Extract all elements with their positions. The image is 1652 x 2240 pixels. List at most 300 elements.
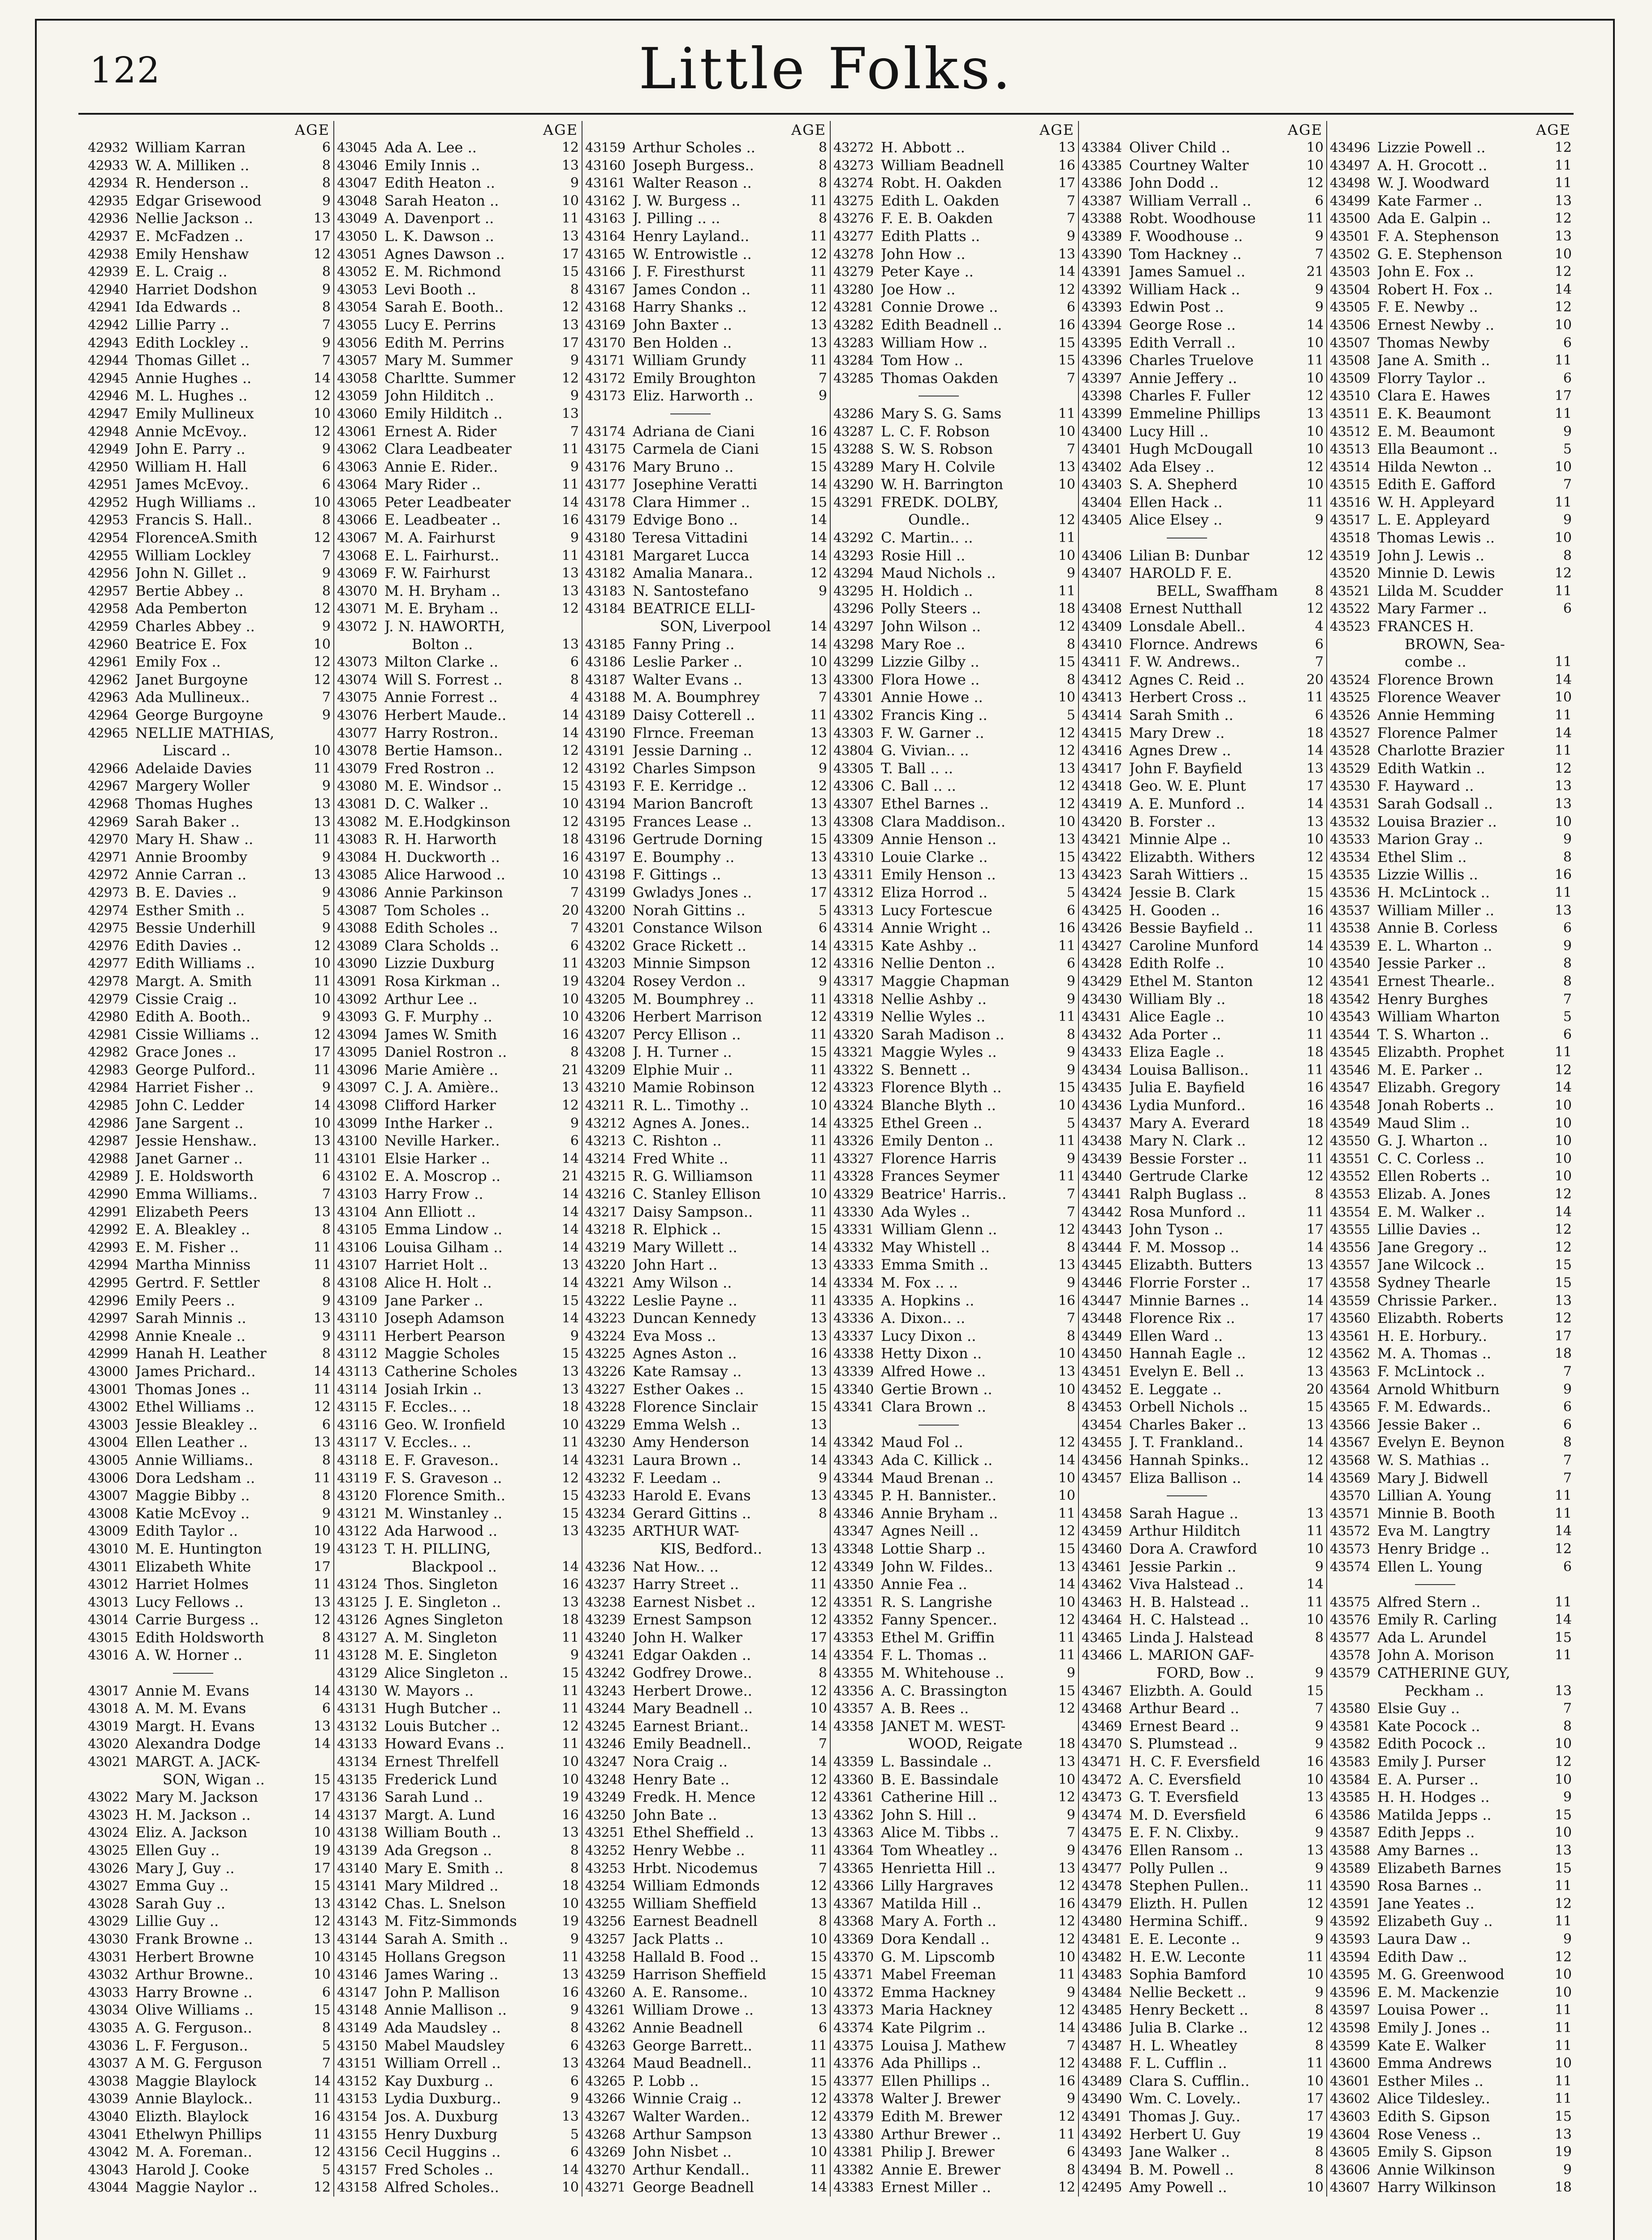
list-entry bbox=[1330, 724, 1572, 742]
entry-age: 8 bbox=[1315, 2002, 1324, 2018]
entry-name: F. M. Edwards.. bbox=[1377, 1398, 1491, 1416]
entry-age: 5 bbox=[322, 902, 331, 918]
entry-number: 43264 bbox=[585, 2055, 625, 2071]
list-entry bbox=[88, 1735, 331, 1753]
entry-number: 43420 bbox=[1082, 814, 1122, 829]
entry-number: 43032 bbox=[88, 1967, 128, 1982]
entry-name: Beatrice E. Fox bbox=[135, 635, 247, 653]
entry-name: E. M. Beaumont bbox=[1377, 422, 1495, 440]
entry-number: 43047 bbox=[337, 175, 377, 191]
list-entry bbox=[1330, 1842, 1572, 1860]
entry-number: 43389 bbox=[1082, 228, 1122, 244]
entry-name: G. F. Murphy .. bbox=[384, 1008, 492, 1025]
entry-number: 43586 bbox=[1330, 1807, 1370, 1822]
entry-name: Louisa Gilham .. bbox=[384, 1238, 503, 1256]
list-entry bbox=[337, 494, 579, 512]
section-divider bbox=[585, 405, 827, 423]
entry-name: Hrbt. Nicodemus bbox=[633, 1859, 758, 1877]
entry-age: 12 bbox=[313, 938, 331, 954]
entry-name: Neville Harker.. bbox=[384, 1132, 500, 1150]
list-entry bbox=[1330, 316, 1572, 334]
list-entry bbox=[833, 139, 1075, 157]
entry-name: Henry Bate .. bbox=[633, 1770, 729, 1788]
entry-name: B. E. Bassindale bbox=[881, 1770, 999, 1788]
list-entry bbox=[585, 795, 827, 813]
list-entry bbox=[88, 1522, 331, 1540]
entry-name: Arthur Lee .. bbox=[384, 990, 478, 1008]
entry-name: John W. Fildes.. bbox=[881, 1558, 993, 1575]
entry-number: 43021 bbox=[88, 1754, 128, 1770]
entry-age: 17 bbox=[810, 884, 827, 900]
list-entry bbox=[88, 1966, 331, 1984]
entry-number: 43025 bbox=[88, 1843, 128, 1858]
entry-age: 8 bbox=[570, 1044, 579, 1060]
list-entry bbox=[585, 157, 827, 175]
entry-name: Duncan Kennedy bbox=[633, 1310, 756, 1327]
entry-age: 13 bbox=[1306, 1363, 1324, 1379]
entry-number: 42940 bbox=[88, 281, 128, 297]
entry-age: 11 bbox=[1058, 1133, 1075, 1149]
list-entry bbox=[585, 263, 827, 281]
entry-age: 6 bbox=[1563, 1417, 1572, 1433]
entry-number: 43525 bbox=[1330, 689, 1370, 705]
entry-name: Edith Holdsworth bbox=[135, 1628, 264, 1646]
entry-number: 43483 bbox=[1082, 1967, 1122, 1982]
entry-name: H. Holdich .. bbox=[881, 582, 973, 599]
entry-number: 43398 bbox=[1082, 388, 1122, 404]
entry-number: 43033 bbox=[88, 1984, 128, 2000]
entry-age: 6 bbox=[1315, 707, 1324, 723]
entry-name: Ellen Phillips .. bbox=[881, 2072, 991, 2089]
entry-age: 5 bbox=[1066, 884, 1075, 900]
entry-name: F. L. Cufflin .. bbox=[1129, 2055, 1227, 2072]
entry-age: 10 bbox=[1554, 1150, 1572, 1167]
entry-name: Stephen Pullen.. bbox=[1129, 1877, 1249, 1895]
list-entry bbox=[337, 1256, 579, 1274]
entry-number: 43136 bbox=[337, 1789, 377, 1805]
entry-name: Marion Bancroft bbox=[633, 795, 753, 812]
entry-name: Robert H. Fox .. bbox=[1377, 280, 1493, 298]
entry-number: 42946 bbox=[88, 388, 128, 404]
list-entry bbox=[337, 1221, 579, 1239]
entry-name: A. W. Horner .. bbox=[135, 1646, 242, 1664]
entry-number: 43256 bbox=[585, 1913, 625, 1929]
entry-number: 43314 bbox=[833, 920, 874, 936]
entry-name: Hugh Butcher .. bbox=[384, 1700, 501, 1717]
list-entry bbox=[1330, 919, 1572, 937]
entry-age: 10 bbox=[810, 2144, 827, 2160]
list-entry bbox=[337, 991, 579, 1008]
entry-name: Arthur Browne.. bbox=[135, 1966, 254, 1983]
entry-number: 43340 bbox=[833, 1381, 874, 1397]
entry-number: 43326 bbox=[833, 1133, 874, 1149]
list-entry bbox=[833, 1700, 1075, 1718]
entry-age: 9 bbox=[1066, 2091, 1075, 2107]
list-entry bbox=[1330, 1079, 1572, 1097]
entry-age: 13 bbox=[810, 725, 827, 741]
entry-age: 14 bbox=[1306, 743, 1324, 759]
entry-name: Lillie Parry .. bbox=[135, 316, 229, 333]
entry-name: Hanah H. Leather bbox=[135, 1345, 267, 1362]
entry-number: 43294 bbox=[833, 565, 874, 581]
entry-name: A. B. Rees .. bbox=[881, 1700, 969, 1717]
entry-number: 43343 bbox=[833, 1452, 874, 1468]
list-entry bbox=[585, 706, 827, 724]
entry-name: M. E. Parker .. bbox=[1377, 1061, 1483, 1078]
list-entry bbox=[585, 1966, 827, 1984]
entry-age: 12 bbox=[1554, 264, 1572, 280]
list-entry bbox=[585, 1522, 827, 1558]
list-entry bbox=[88, 884, 331, 902]
entry-number: 43274 bbox=[833, 175, 874, 191]
entry-age: 10 bbox=[1306, 2073, 1324, 2089]
entry-number: 42955 bbox=[88, 547, 128, 563]
entry-age: 12 bbox=[810, 1771, 827, 1788]
entry-age: 13 bbox=[1306, 1417, 1324, 1433]
entry-number: 43219 bbox=[585, 1239, 625, 1255]
list-entry bbox=[337, 671, 579, 689]
entry-name: William Miller .. bbox=[1377, 901, 1495, 919]
entry-name: Mary Bruno .. bbox=[633, 458, 734, 475]
entry-number: 43287 bbox=[833, 423, 874, 439]
entry-name: Sarah Hague .. bbox=[1129, 1504, 1238, 1522]
list-entry bbox=[833, 1487, 1075, 1505]
list-entry bbox=[337, 157, 579, 175]
entry-age: 11 bbox=[1554, 1647, 1572, 1663]
list-entry bbox=[833, 600, 1075, 618]
entry-number: 42959 bbox=[88, 619, 128, 634]
list-entry bbox=[1082, 1167, 1324, 1185]
entry-name: Matilda Jepps .. bbox=[1377, 1806, 1492, 1823]
entry-name: F. E. Newby .. bbox=[1377, 298, 1478, 316]
entry-age: 12 bbox=[1554, 299, 1572, 315]
entry-name: Edith M. Perrins bbox=[384, 334, 505, 351]
list-entry bbox=[1082, 387, 1324, 405]
entry-name: Annie Williams.. bbox=[135, 1451, 254, 1469]
entry-number: 43251 bbox=[585, 1825, 625, 1840]
list-entry bbox=[337, 2126, 579, 2144]
list-entry bbox=[88, 1718, 331, 1736]
entry-name: Walter Evans .. bbox=[633, 671, 742, 688]
entry-age: 6 bbox=[322, 1701, 331, 1717]
entry-number: 43365 bbox=[833, 1860, 874, 1876]
entry-age: 11 bbox=[810, 707, 827, 723]
entry-age: 12 bbox=[810, 565, 827, 582]
entry-name: Elizab. A. Jones bbox=[1377, 1185, 1491, 1203]
list-entry bbox=[833, 1753, 1075, 1771]
entry-age: 6 bbox=[1066, 2144, 1075, 2160]
entry-number: 43587 bbox=[1330, 1825, 1370, 1840]
entry-name: Marion Gray .. bbox=[1377, 831, 1483, 848]
entry-number: 42495 bbox=[1082, 2180, 1122, 2195]
entry-age: 13 bbox=[313, 1204, 331, 1220]
entry-number: 43108 bbox=[337, 1275, 377, 1290]
entry-name: Lucy Fellows .. bbox=[135, 1593, 244, 1611]
entry-name: E. L. Wharton .. bbox=[1377, 937, 1492, 954]
entry-name: William How .. bbox=[881, 334, 988, 351]
entry-number: 43574 bbox=[1330, 1559, 1370, 1574]
entry-name: M. E.Hodgkinson bbox=[384, 813, 511, 830]
list-entry bbox=[1082, 1611, 1324, 1629]
entry-age: 9 bbox=[1315, 1718, 1324, 1734]
entry-name: Emma Lindow .. bbox=[384, 1221, 503, 1238]
entry-age: 11 bbox=[313, 1577, 331, 1593]
entry-number: 43439 bbox=[1082, 1150, 1122, 1166]
entry-age: 13 bbox=[1058, 1559, 1075, 1575]
entry-number: 43346 bbox=[833, 1505, 874, 1521]
list-entry bbox=[833, 2179, 1075, 2197]
entry-number: 43086 bbox=[337, 884, 377, 900]
entry-number: 43073 bbox=[337, 654, 377, 670]
entry-age: 13 bbox=[1058, 140, 1075, 155]
list-entry bbox=[833, 1381, 1075, 1399]
entry-name: Jane Parker .. bbox=[384, 1292, 483, 1309]
list-entry bbox=[833, 849, 1075, 866]
entry-number: 43582 bbox=[1330, 1736, 1370, 1752]
entry-number: 43409 bbox=[1082, 619, 1122, 634]
entry-age: 11 bbox=[1554, 1488, 1572, 1504]
entry-name: Edith Lockley .. bbox=[135, 334, 249, 351]
entry-number: 43233 bbox=[585, 1488, 625, 1503]
entry-name: Jane Wilcock .. bbox=[1377, 1256, 1485, 1274]
entry-age: 12 bbox=[810, 1594, 827, 1610]
list-entry bbox=[1330, 955, 1572, 973]
entry-age: 10 bbox=[1554, 246, 1572, 262]
list-entry bbox=[1330, 1860, 1572, 1878]
entry-age: 10 bbox=[1554, 2055, 1572, 2072]
entry-age: 9 bbox=[570, 388, 579, 404]
entry-name: John How .. bbox=[881, 245, 966, 263]
list-entry bbox=[585, 813, 827, 831]
entry-number: 43406 bbox=[1082, 547, 1122, 563]
entry-number: 43351 bbox=[833, 1594, 874, 1610]
entry-number: 43213 bbox=[585, 1133, 625, 1149]
entry-number: 43455 bbox=[1082, 1434, 1122, 1450]
entry-age: 9 bbox=[1563, 2162, 1572, 2178]
entry-age: 6 bbox=[1563, 920, 1572, 936]
entry-age: 16 bbox=[1058, 2073, 1075, 2089]
list-entry bbox=[833, 1948, 1075, 1966]
entry-name: Emma Andrews bbox=[1377, 2055, 1492, 2072]
entry-age: 12 bbox=[1058, 778, 1075, 794]
entry-number: 43475 bbox=[1082, 1825, 1122, 1840]
entry-age: 16 bbox=[561, 1577, 579, 1593]
entry-age: 13 bbox=[1554, 778, 1572, 794]
entry-name: Edith Beadnell .. bbox=[881, 316, 1002, 333]
entry-age: 10 bbox=[810, 654, 827, 670]
entry-age: 11 bbox=[1306, 211, 1324, 227]
entry-age: 15 bbox=[1306, 884, 1324, 900]
entry-number: 43319 bbox=[833, 1009, 874, 1025]
list-entry bbox=[1330, 813, 1572, 831]
entry-number: 43526 bbox=[1330, 707, 1370, 723]
list-entry bbox=[585, 636, 827, 654]
entry-name: Sarah Madison .. bbox=[881, 1025, 1005, 1043]
entry-name: Clara Leadbeater bbox=[384, 440, 512, 458]
entry-name: B. M. Powell .. bbox=[1129, 2161, 1234, 2178]
entry-age: 14 bbox=[313, 1363, 331, 1379]
list-entry bbox=[833, 1806, 1075, 1824]
list-entry bbox=[1082, 1185, 1324, 1203]
entry-age: 13 bbox=[1058, 831, 1075, 848]
entry-name: William Grundy bbox=[633, 352, 746, 369]
list-entry bbox=[88, 866, 331, 884]
list-entry bbox=[337, 246, 579, 263]
entry-name: Tom Hackney .. bbox=[1129, 245, 1242, 263]
entry-number: 43505 bbox=[1330, 299, 1370, 315]
list-entry bbox=[1082, 1718, 1324, 1736]
entry-number: 43186 bbox=[585, 654, 625, 670]
entry-name: Edith Heaton .. bbox=[384, 174, 495, 192]
entry-age: 15 bbox=[1554, 1257, 1572, 1273]
entry-age: 15 bbox=[1554, 1275, 1572, 1291]
entry-age: 7 bbox=[322, 2055, 331, 2072]
entry-name: Herbert Browne bbox=[135, 1948, 254, 1965]
entry-age: 8 bbox=[1315, 583, 1324, 599]
entry-age: 13 bbox=[810, 867, 827, 883]
entry-name: Maud Beadnell.. bbox=[633, 2055, 752, 2072]
entry-age: 9 bbox=[1315, 1736, 1324, 1752]
entry-name: B. Forster .. bbox=[1129, 813, 1216, 830]
entry-age: 9 bbox=[1066, 973, 1075, 989]
entry-number: 43402 bbox=[1082, 459, 1122, 474]
entry-age: 12 bbox=[1306, 1168, 1324, 1185]
entry-age: 9 bbox=[322, 1292, 331, 1309]
entry-age: 10 bbox=[1554, 1133, 1572, 1149]
entry-age: 18 bbox=[1306, 1044, 1324, 1060]
entry-age: 10 bbox=[1306, 831, 1324, 848]
entry-age: 9 bbox=[322, 193, 331, 209]
entry-name: Jane A. Smith .. bbox=[1377, 352, 1490, 369]
entry-age: 11 bbox=[1554, 1913, 1572, 1930]
entry-name: Howard Evans .. bbox=[384, 1735, 505, 1753]
entry-number: 43578 bbox=[1330, 1647, 1370, 1663]
entry-number: 43169 bbox=[585, 317, 625, 332]
list-entry bbox=[585, 1416, 827, 1434]
entry-age: 7 bbox=[1563, 991, 1572, 1007]
list-entry bbox=[585, 1097, 827, 1115]
entry-name: Mary Willett .. bbox=[633, 1238, 738, 1256]
entry-name: Charles Abbey .. bbox=[135, 618, 255, 635]
entry-name: Amy Barnes .. bbox=[1377, 1842, 1479, 1859]
list-entry bbox=[88, 689, 331, 706]
entry-age: 11 bbox=[1554, 1878, 1572, 1894]
entry-age: 12 bbox=[1306, 849, 1324, 865]
list-entry bbox=[88, 440, 331, 458]
entry-number: 42962 bbox=[88, 672, 128, 687]
entry-name: Harriet Dodshon bbox=[135, 280, 258, 298]
entry-age: 12 bbox=[313, 601, 331, 617]
entry-age: 9 bbox=[1563, 831, 1572, 848]
entry-number: 43547 bbox=[1330, 1080, 1370, 1095]
entry-name: Ernest Newby .. bbox=[1377, 316, 1495, 333]
entry-number: 43364 bbox=[833, 1843, 874, 1858]
entry-name: Ethel Williams .. bbox=[135, 1398, 254, 1416]
list-entry bbox=[1330, 582, 1572, 600]
entry-age: 8 bbox=[322, 1452, 331, 1468]
entry-name: E. L. Fairhurst.. bbox=[384, 547, 500, 564]
entry-age: 17 bbox=[1554, 1328, 1572, 1344]
entry-age: 8 bbox=[1066, 672, 1075, 688]
list-entry bbox=[337, 884, 579, 902]
list-entry bbox=[88, 1026, 331, 1044]
entry-number: 42947 bbox=[88, 405, 128, 421]
list-entry bbox=[88, 1930, 331, 1948]
list-entry bbox=[1082, 1452, 1324, 1469]
entry-name: J. T. Frankland.. bbox=[1129, 1434, 1243, 1451]
entry-number: 43577 bbox=[1330, 1629, 1370, 1645]
list-entry bbox=[833, 991, 1075, 1008]
entry-age: 9 bbox=[1066, 1665, 1075, 1681]
list-entry bbox=[1082, 618, 1324, 636]
entry-number: 43323 bbox=[833, 1080, 874, 1095]
list-entry bbox=[337, 1203, 579, 1221]
list-entry bbox=[585, 352, 827, 370]
entry-age: 11 bbox=[313, 1257, 331, 1273]
list-entry bbox=[1082, 1948, 1324, 1966]
entry-name: Bertie Abbey .. bbox=[135, 582, 244, 599]
entry-number: 43072 bbox=[337, 619, 377, 634]
list-entry bbox=[1330, 1611, 1572, 1629]
entry-number: 43063 bbox=[337, 459, 377, 474]
entry-age: 11 bbox=[810, 1292, 827, 1309]
entry-name: H. Duckworth .. bbox=[384, 848, 500, 866]
entry-number: 43333 bbox=[833, 1257, 874, 1273]
entry-age: 12 bbox=[1554, 760, 1572, 776]
entry-number: 43093 bbox=[337, 1009, 377, 1025]
entry-age: 13 bbox=[1058, 459, 1075, 475]
entry-name: Alexandra Dodge bbox=[135, 1735, 261, 1753]
entry-name: Edwin Post .. bbox=[1129, 298, 1224, 316]
entry-age: 13 bbox=[1306, 760, 1324, 776]
list-entry bbox=[833, 2072, 1075, 2090]
entry-number: 43226 bbox=[585, 1363, 625, 1379]
list-entry bbox=[833, 2055, 1075, 2072]
entry-name: Wm. C. Lovely.. bbox=[1129, 2090, 1241, 2107]
list-entry bbox=[833, 1292, 1075, 1310]
entry-name: Teresa Vittadini bbox=[633, 529, 748, 547]
entry-number: 43479 bbox=[1082, 1895, 1122, 1911]
entry-age: 13 bbox=[561, 1825, 579, 1841]
entry-number: 43434 bbox=[1082, 1062, 1122, 1077]
list-entry bbox=[88, 1310, 331, 1327]
entry-number: 43312 bbox=[833, 884, 874, 900]
entry-age: 11 bbox=[1058, 1629, 1075, 1646]
entry-name: Ernest Nutthall bbox=[1129, 600, 1242, 617]
list-entry bbox=[585, 2090, 827, 2108]
list-entry bbox=[337, 1274, 579, 1292]
entry-number: 43101 bbox=[337, 1150, 377, 1166]
entry-age: 15 bbox=[561, 1488, 579, 1504]
list-entry bbox=[337, 1629, 579, 1647]
entry-age: 13 bbox=[1306, 1328, 1324, 1344]
entry-number: 43490 bbox=[1082, 2091, 1122, 2106]
entry-age: 21 bbox=[1306, 264, 1324, 280]
entry-number: 42980 bbox=[88, 1009, 128, 1025]
entry-name: Fredk. H. Mence bbox=[633, 1788, 756, 1806]
entry-number: 43071 bbox=[337, 601, 377, 616]
entry-age: 15 bbox=[1058, 654, 1075, 670]
entry-name: Clara S. Cufflin.. bbox=[1129, 2072, 1250, 2089]
entry-name: L. MARION GAF- FORD, Bow .. bbox=[1129, 1646, 1255, 1682]
entry-age: 8 bbox=[570, 281, 579, 297]
list-entry bbox=[1082, 1292, 1324, 1310]
entry-age: 18 bbox=[1058, 601, 1075, 617]
entry-age: 17 bbox=[1306, 1275, 1324, 1291]
entry-number: 43148 bbox=[337, 2002, 377, 2018]
entry-age: 12 bbox=[561, 1718, 579, 1734]
entry-name: Grace Rickett .. bbox=[633, 937, 746, 954]
